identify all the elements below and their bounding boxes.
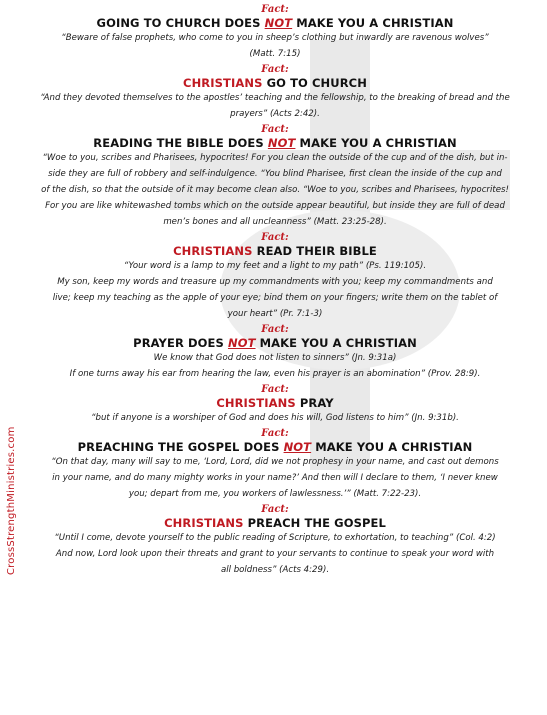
side-website-url: CrossStrengthMinistries.com <box>6 426 17 575</box>
scripture-line: side they are full of robbery and self-indulgence. “You blind Pharisee, first clean the inside of the cup and <box>48 169 502 179</box>
scripture-line: “Your word is a lamp to my feet and a light to my path” (Ps. 119:105). <box>123 261 427 271</box>
section-heading <box>18 336 532 350</box>
scripture-line: of the dish, so that the outside of it may become clean also. “Woe to you, scribes and Pharisees, hypocrites! <box>41 185 509 195</box>
scripture-line: For you are like whitewashed tombs which on the outside appear beautiful, but inside they are full of dead <box>45 201 505 211</box>
scripture-line: prayers” (Acts 2:42). <box>230 109 320 119</box>
fact-section <box>18 231 532 322</box>
section-heading <box>18 76 532 90</box>
heading-text: CHRISTIANS <box>164 516 244 530</box>
heading-text: MAKE YOU A CHRISTIAN <box>292 16 454 30</box>
fact-label: Fact: <box>261 64 289 75</box>
heading-text: MAKE YOU A CHRISTIAN <box>311 440 473 454</box>
scripture-line: “On that day, many will say to me, ‘Lord, Lord, did we not prophesy in your name, and cast out demons <box>51 457 499 467</box>
heading-text: PRAYER DOES <box>133 336 228 350</box>
heading-text: CHRISTIANS <box>216 396 296 410</box>
scripture-line: (Matt. 7:15) <box>249 49 301 59</box>
scripture-line: “but if anyone is a worshiper of God and does his will, God listens to him” (Jn. 9:31b). <box>91 413 459 423</box>
scripture-line: all boldness” (Acts 4:29). <box>220 565 330 575</box>
scripture-line: We know that God does not listen to sinners” (Jn. 9:31a) <box>153 353 397 363</box>
section-heading <box>18 16 532 30</box>
scripture-line: “And they devoted themselves to the apostles’ teaching and the fellowship, to the breaking of bread and the <box>40 93 510 103</box>
heading-text: CHRISTIANS <box>173 244 253 258</box>
heading-text: CHRISTIANS <box>183 76 263 90</box>
heading-text: MAKE YOU A CHRISTIAN <box>255 336 417 350</box>
section-heading <box>18 516 532 530</box>
fact-section <box>18 503 532 578</box>
scripture-line: If one turns away his ear from hearing the law, even his prayer is an abomination” (Prov. 28:9). <box>69 369 481 379</box>
heading-emphasis: NOT <box>264 16 293 30</box>
fact-label: Fact: <box>261 384 289 395</box>
heading-text: READ THEIR BIBLE <box>252 244 377 258</box>
scripture-line: And now, Lord look upon their threats and grant to your servants to continue to speak your word with <box>55 549 495 559</box>
fact-label: Fact: <box>261 124 289 135</box>
heading-text: PREACH THE GOSPEL <box>243 516 386 530</box>
heading-text: PREACHING THE GOSPEL DOES <box>77 440 284 454</box>
fact-label: Fact: <box>261 428 289 439</box>
heading-emphasis: NOT <box>227 336 256 350</box>
scripture-line: men’s bones and all uncleanness” (Matt. 23:25-28). <box>163 217 387 227</box>
fact-section <box>18 63 532 122</box>
scripture-line: My son, keep my words and treasure up my commandments with you; keep my commandments and <box>57 277 493 287</box>
fact-label: Fact: <box>261 324 289 335</box>
fact-label: Fact: <box>261 232 289 243</box>
fact-label: Fact: <box>261 4 289 15</box>
heading-text: PRAY <box>295 396 334 410</box>
fact-section <box>18 427 532 502</box>
scripture-line: in your name, and do many mighty works in your name?’ And then will I declare to them, ‘I never knew <box>52 473 498 483</box>
heading-text: GO TO CHURCH <box>262 76 367 90</box>
fact-label: Fact: <box>261 504 289 515</box>
scripture-line: “Until I come, devote yourself to the public reading of Scripture, to exhortation, to teaching” (Col. 4:2) <box>54 533 496 543</box>
fact-section <box>18 383 532 426</box>
document-body <box>18 2 532 578</box>
heading-emphasis: NOT <box>283 440 312 454</box>
section-heading <box>18 244 532 258</box>
scripture-line: your heart” (Pr. 7:1-3) <box>227 309 323 319</box>
fact-section <box>18 3 532 62</box>
scripture-line: you; depart from me, you workers of lawlessness.’” (Matt. 7:22-23). <box>128 489 422 499</box>
fact-section <box>18 323 532 382</box>
scripture-line: “Woe to you, scribes and Pharisees, hypocrites! For you clean the outside of the cup and of the dish, but in- <box>42 153 508 163</box>
section-heading <box>18 136 532 150</box>
scripture-line: “Beware of false prophets, who come to you in sheep’s clothing but inwardly are ravenous wolves” <box>61 33 489 43</box>
heading-text: MAKE YOU A CHRISTIAN <box>295 136 457 150</box>
heading-text: READING THE BIBLE DOES <box>93 136 268 150</box>
section-heading <box>18 440 532 454</box>
heading-text: GOING TO CHURCH DOES <box>96 16 265 30</box>
scripture-line: live; keep my teaching as the apple of your eye; bind them on your fingers; write them on the tablet of <box>52 293 498 303</box>
fact-section <box>18 123 532 230</box>
section-heading <box>18 396 532 410</box>
heading-emphasis: NOT <box>267 136 296 150</box>
